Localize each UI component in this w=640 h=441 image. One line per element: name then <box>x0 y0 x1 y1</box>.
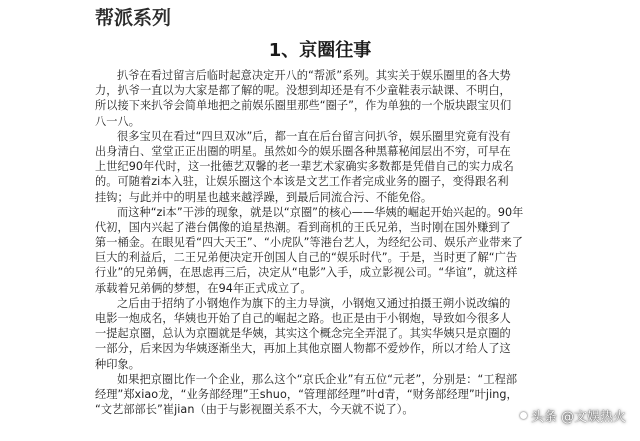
watermark-logo-icon <box>520 412 527 419</box>
text-line: 挂钩；与此并中的明星也越来越浮躁，到最后同流合污、不能免俗。 <box>95 190 433 204</box>
text-line: 扒爷在看过留言后临时起意决定开八的“帮派”系列。其实关于娱乐圈里的各大势 <box>117 69 511 82</box>
text-line: 而这种“zi本”干涉的现象，就是以“京圈”的核心——华姨的崛起开始兴起的。90年 <box>117 205 524 219</box>
text-line: 之后由于招纳了小钢炮作为旗下的主力导演，小钢炮又通过拍摄王朔小说改编的 <box>117 296 511 310</box>
text-line: 如果把京圈比作一个企业，那么这个“京氏企业”有五位“元老”，分别是：“工程部 <box>117 372 518 386</box>
text-line: 承载着兄弟俩的梦想，在94年正式成立了。 <box>95 281 312 295</box>
text-line: 八一八。 <box>95 114 140 128</box>
watermark-text: 头条 @文娱热火 <box>530 410 626 425</box>
text-line: 出身清白、堂堂正正出圈的明星。虽然如今的娱乐圈各种黑幕秘闻层出不穷，可早在 <box>95 144 511 158</box>
text-line: 电影一炮成名，华姨也开始了自己的崛起之路。也正是由于小钢炮，导致如今很多人 <box>95 312 511 325</box>
text-line: 很多宝贝在看过“四旦双冰”后，都一直在后台留言问扒爷，娱乐圈里究竟有没有 <box>117 129 511 143</box>
text-line: 行业”的兄弟俩，在思虑再三后，决定从“电影”入手，成立影视公司。“华谊”，就这样 <box>95 266 518 280</box>
chapter-title: 1、京圈往事 <box>268 40 372 61</box>
text-line: 的。可随着zi本入驻，让娱乐圈这个本该是文艺工作者完成业务的圈子，变得跟名利 <box>95 175 509 189</box>
text-line: 经理”郑xiao龙，“业务部经理”王shuo，“管理部经理”叶d青，“财务部经理”叶jing， <box>95 387 518 401</box>
text-line: 种印象。 <box>95 357 140 371</box>
text-line: 巨大的利益后，二王兄弟便决定开创国人自己的“娱乐时代”。于是，当时更了解“广告 <box>95 251 518 265</box>
text-line: 所以接下来扒爷会简单地把之前娱乐圈里那些“圈子”，作为单独的一个版块跟宝贝们 <box>95 99 512 113</box>
text-line: 上世纪90年代时，这一批德艺双馨的老一辈艺术家确实多数都是凭借自己的实力成名 <box>95 160 514 174</box>
text-line: 一提起京圈，总认为京圈就是华姨，其实这个概念完全弄混了。其实华姨只是京圈的 <box>95 327 511 341</box>
text-line: 第一桶金。在眼见看“四大天王”、“小虎队”等港台艺人，为经纪公司、娱乐产业带来了 <box>95 236 523 250</box>
text-line: 力，扒爷一直以为大家是都了解的呢。没想到却还是有不少童鞋表示缺课、不明白， <box>95 84 511 98</box>
text-line: 一部分，后来因为华姨逐渐坐大，再加上其他京圈人物都不爱炒作，所以才给人了这 <box>95 342 511 356</box>
section-title: 帮派系列 <box>95 7 172 29</box>
watermark <box>520 406 626 425</box>
body-text <box>95 68 555 417</box>
text-line: “文艺部部长”崔jian（由于与影视圈关系不大，今天就不说了）。 <box>95 403 414 417</box>
text-line: 代初，国内兴起了港台偶像的追星热潮。看到商机的王氏兄弟，当时刚在国外赚到了 <box>95 220 511 234</box>
